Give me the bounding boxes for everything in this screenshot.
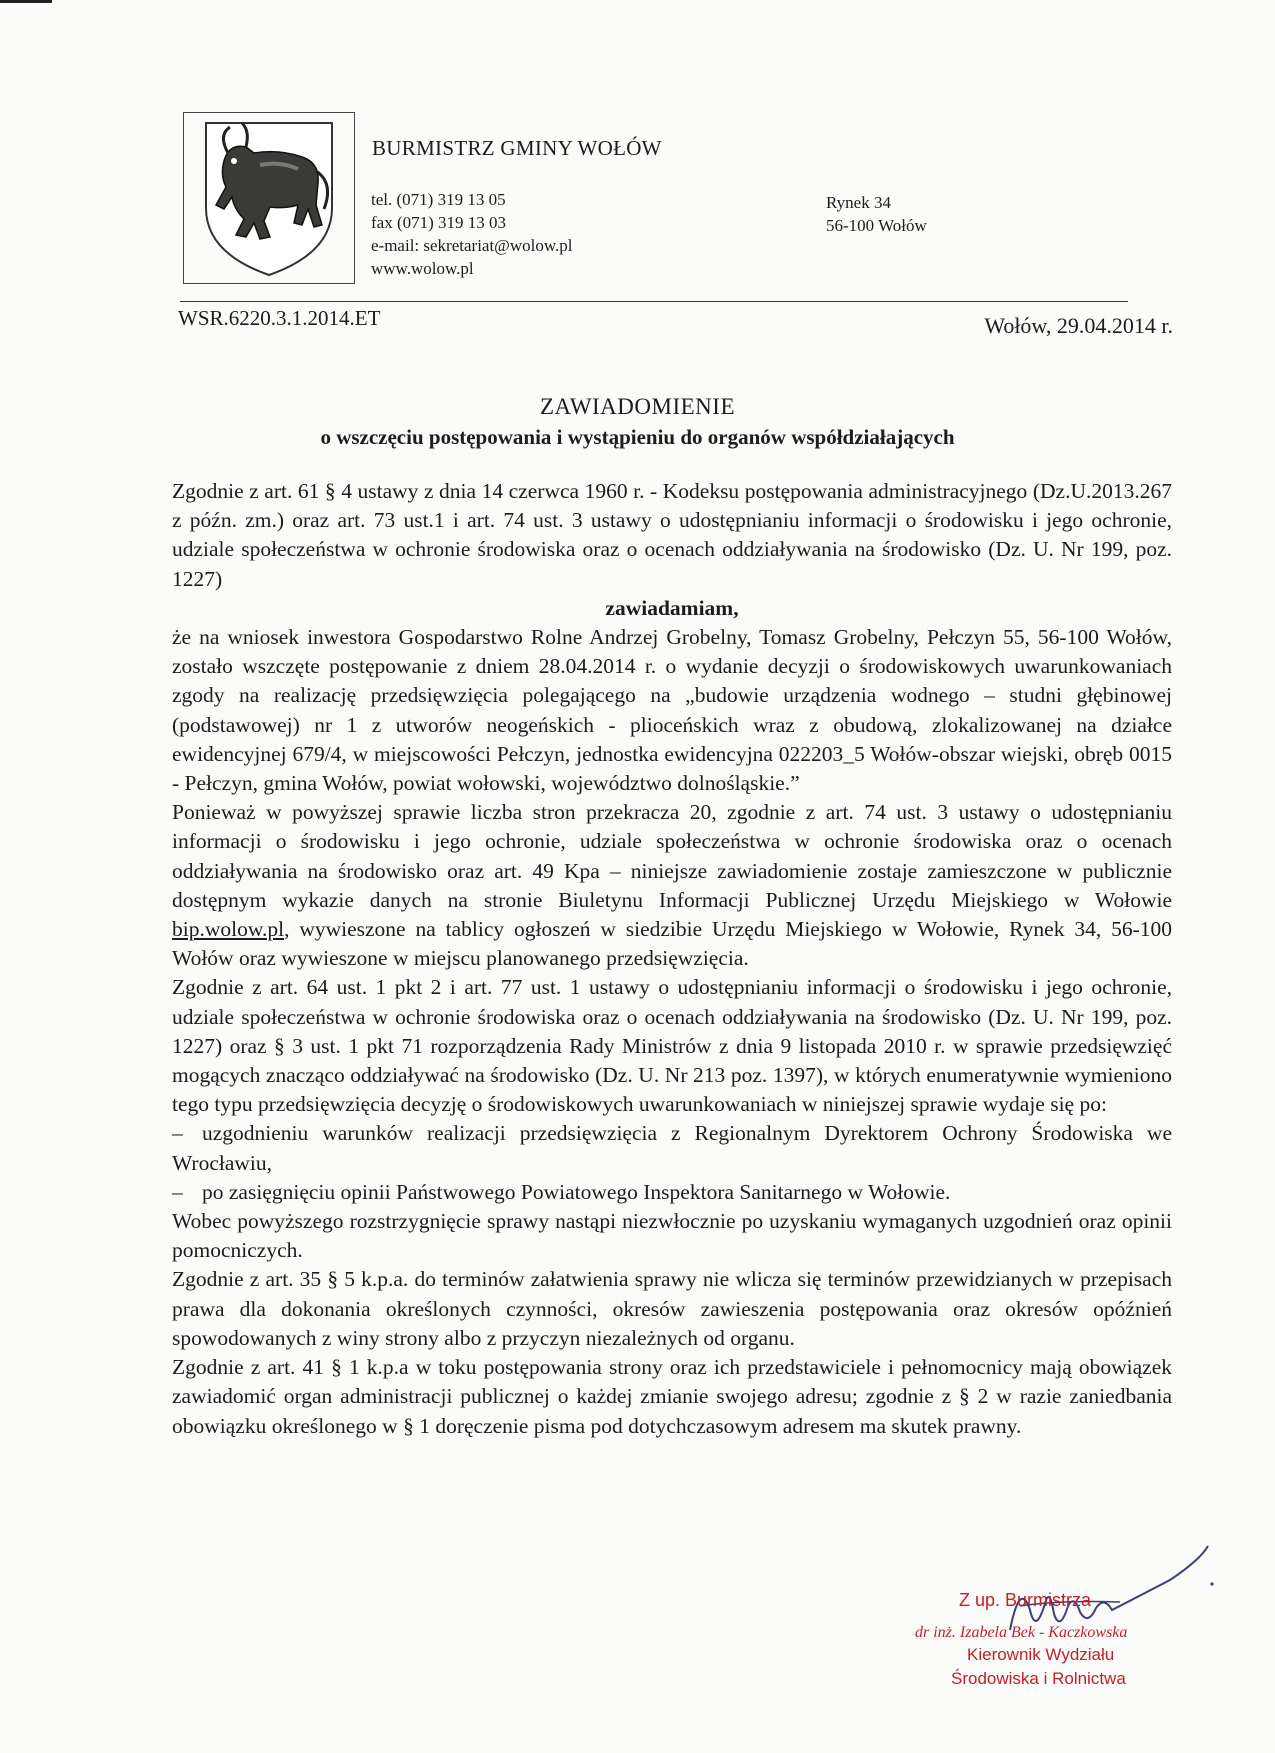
scan-edge-mark <box>0 0 52 3</box>
phone-number: tel. (071) 319 13 05 <box>371 190 506 209</box>
list-item <box>172 1178 1172 1207</box>
place-and-date: Wołów, 29.04.2014 r. <box>984 313 1173 338</box>
bip-link[interactable]: bip.wolow.pl <box>172 917 285 942</box>
list-item-text: po zasięgnięciu opinii Państwowego Powiatowego Inspektora Sanitarnego w Wołowie. <box>202 1179 951 1204</box>
publication-text-a: Ponieważ w powyższej sprawie liczba stron przekracza 20, zgodnie z art. 74 ust. 3 ustawy o udostępnianiu informacji o środowisku i jego ochronie, udziale społeczeństwa w ochronie środowiska oraz o ocenach oddziaływania na środowisko oraz art. 49 Kpa – niniejsze zawiadomienie zostaje zamieszczone w publicznie dostępnym wykazie danych na stronie Biuletynu Informacji Publicznej Urzędu Miejskiego w Wołowie <box>172 800 1172 912</box>
address-city: 56-100 Wołów <box>826 216 927 235</box>
deadline-paragraph: Zgodnie z art. 35 § 5 k.p.a. do terminów załatwienia sprawy nie wlicza się terminów przewidzianych w przepisach prawa dla dokonania określonych czynności, okresów zawieszenia postępowania oraz okresów opóźnień spowodowanych z winy strony albo z przyczyn niezależnych od organu. <box>172 1267 1172 1350</box>
legal-basis-paragraph: Zgodnie z art. 61 § 4 ustawy z dnia 14 czerwca 1960 r. - Kodeksu postępowania administracyjnego (Dz.U.2013.267 z późn. zm.) oraz art. 73 ust.1 i art. 74 ust. 3 ustawy o udostępnianiu informacji o środowisku i jego ochronie, udziale społeczeństwa w ochronie środowiska oraz o ocenach oddziaływania na środowisko (Dz. U. Nr 199, poz. 1227) <box>172 479 1172 591</box>
postal-address <box>826 191 927 237</box>
email-address[interactable]: e-mail: sekretariat@wolow.pl <box>371 236 573 255</box>
stamp-line-name: dr inż. Izabela Bek - Kaczkowska <box>915 1624 1128 1641</box>
website-link[interactable]: www.wolow.pl <box>371 259 474 278</box>
official-stamp <box>905 1590 1205 1710</box>
coat-of-arms-logo <box>183 112 355 284</box>
list-dash: – <box>172 1179 183 1204</box>
fax-number: fax (071) 319 13 03 <box>371 213 507 232</box>
document-body <box>172 477 1172 1441</box>
decision-basis-paragraph: Zgodnie z art. 64 ust. 1 pkt 2 i art. 77 ust. 1 ustawy o udostępnianiu informacji o środowisku i jego ochronie, udziale społeczeństwa w ochronie środowiska oraz o ocenach oddziaływania na środowisko (Dz. U. Nr 199, poz. 1227) oraz § 3 ust. 1 pkt 71 rozporządzenia Rady Ministrów z dnia 9 listopada 2010 r. w sprawie przedsięwzięć mogących znacząco oddziaływać na środowisko (Dz. U. Nr 213 poz. 1397), w których enumeratywnie wymieniono tego typu przedsięwzięcia decyzję o środowiskowych uwarunkowaniach w niniejszej sprawie wydaje się po: <box>172 975 1172 1117</box>
document-title: ZAWIADOMIENIE <box>540 394 735 419</box>
resolution-paragraph: Wobec powyższego rozstrzygnięcie sprawy nastąpi niezwłocznie po uzyskaniu wymaganych uzgodnień oraz opinii pomocniczych. <box>172 1209 1172 1263</box>
bull-emblem-icon <box>184 113 354 283</box>
case-number: WSR.6220.3.1.2014.ET <box>178 306 381 330</box>
publication-paragraph <box>172 798 1172 973</box>
address-street: Rynek 34 <box>826 193 891 212</box>
stamp-line-authority: Z up. Burmistrza <box>959 1590 1092 1610</box>
document-subtitle: o wszczęciu postępowania i wystąpieniu do organów współdziałających <box>320 425 955 449</box>
address-change-paragraph: Zgodnie z art. 41 § 1 k.p.a w toku postępowania strony oraz ich przedstawiciele i pełnomocnicy mają obowiązek zawiadomić organ administracji publicznej o każdej zmianie swojego adresu; zgodnie z § 2 w razie zaniedbania obowiązku określonego w § 1 doręczenie pisma pod dotychczasowym adresem ma skutek prawny. <box>172 1355 1172 1438</box>
announcement-word: zawiadamiam, <box>605 595 739 620</box>
stamp-line-position: Kierownik Wydziału <box>967 1645 1115 1664</box>
list-item-text: uzgodnieniu warunków realizacji przedsięwzięcia z Regionalnym Dyrektorem Ochrony Środowiska we Wrocławiu, <box>172 1121 1172 1175</box>
contact-block <box>371 188 573 280</box>
stamp-line-department: Środowiska i Rolnictwa <box>951 1669 1126 1688</box>
publication-text-b: , wywieszone na tablicy ogłoszeń w siedzibie Urzędu Miejskiego w Wołowie, Rynek 34, 56-100 Wołów oraz wywieszone w miejscu planowanego przedsięwzięcia. <box>172 917 1172 971</box>
proceedings-paragraph: że na wniosek inwestora Gospodarstwo Rolne Andrzej Grobelny, Tomasz Grobelny, Pełczyn 55, 56-100 Wołów, zostało wszczęte postępowanie z dniem 28.04.2014 r. o wydanie decyzji o środowiskowych uwarunkowaniach zgody na realizację przedsięwzięcia polegającego na „budowie urządzenia wodnego – studni głębinowej (podstawowej) nr 1 z utworów neogeńskich - plioceńskich wraz z obudową, zlokalizowanej na działce ewidencyjnej 679/4, w miejscowości Pełczyn, jednostka ewidencyjna 022203_5 Wołów-obszar wiejski, obręb 0015 - Pełczyn, gmina Wołów, powiat wołowski, województwo dolnośląskie.” <box>172 625 1172 796</box>
header-divider <box>180 301 1128 302</box>
list-item <box>172 1119 1172 1177</box>
authority-name: BURMISTRZ GMINY WOŁÓW <box>372 136 662 160</box>
list-dash: – <box>172 1121 183 1146</box>
